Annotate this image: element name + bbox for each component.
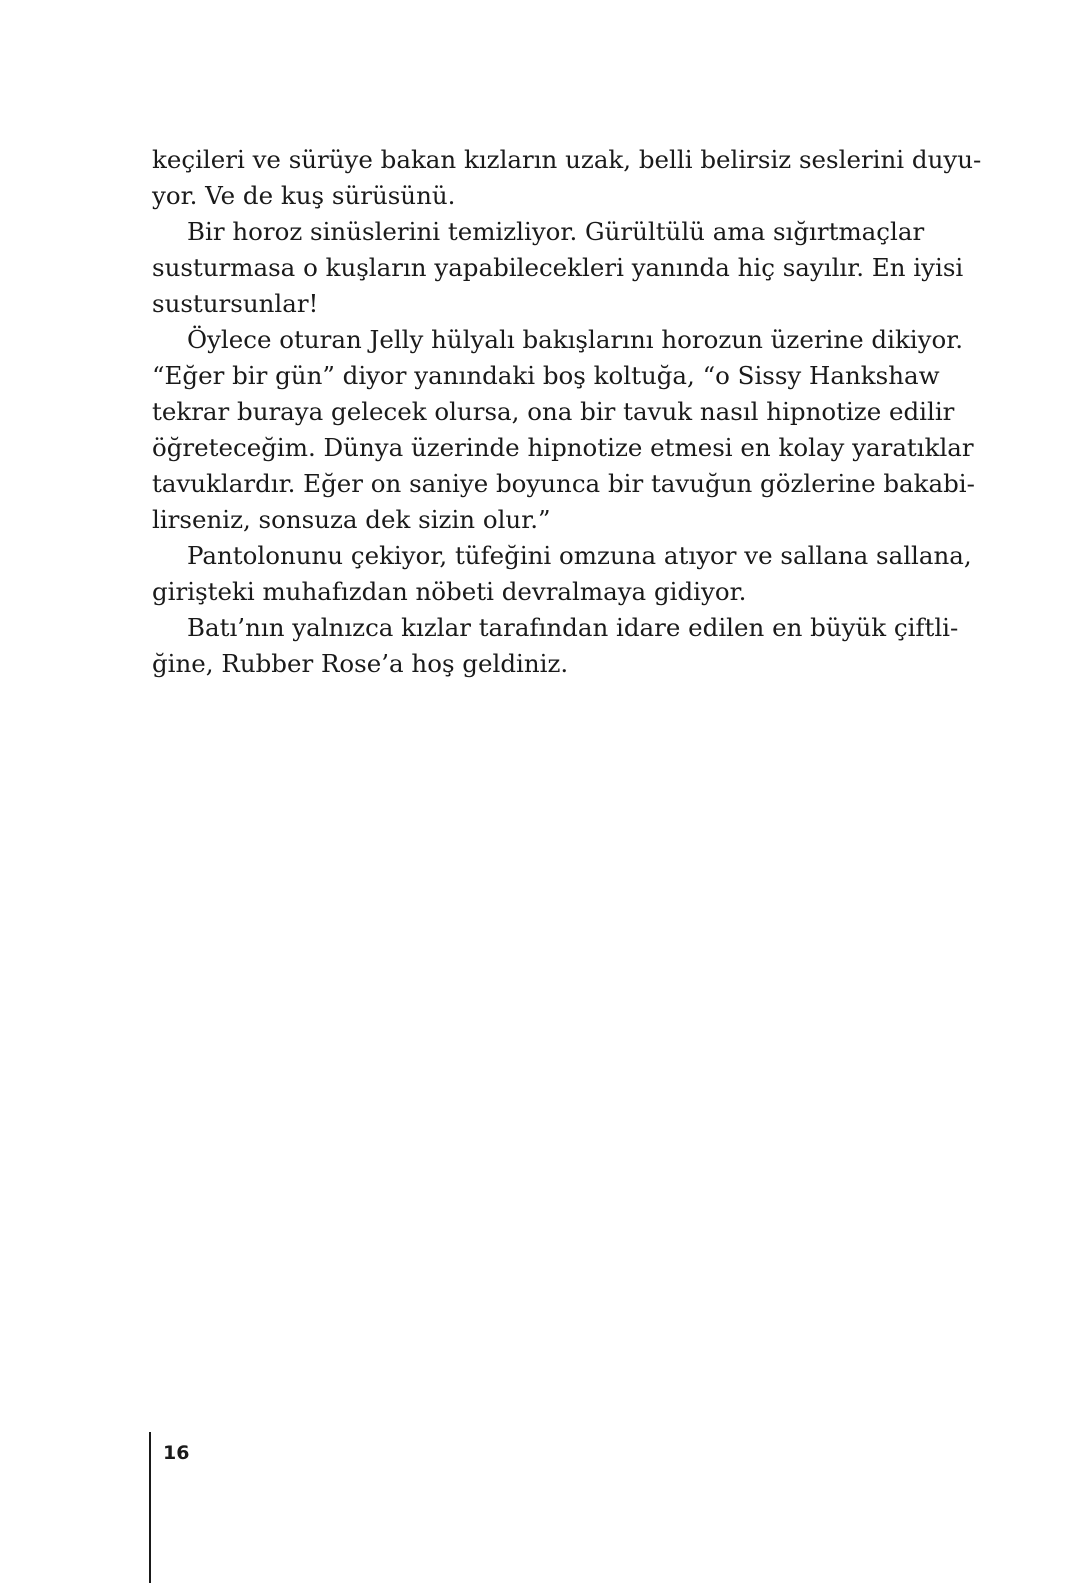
folio-rule bbox=[149, 1432, 151, 1583]
text-line: ğine, Rubber Rose’a hoş geldiniz. bbox=[152, 649, 569, 678]
text-line: lirseniz, sonsuza dek sizin olur.” bbox=[152, 505, 551, 534]
text-line: keçileri ve sürüye bakan kızların uzak, belli belirsiz seslerini duyu- bbox=[152, 145, 982, 174]
body-text bbox=[152, 142, 982, 682]
text-line: tavuklardır. Eğer on saniye boyunca bir tavuğun gözlerine bakabi- bbox=[152, 469, 975, 498]
paragraph-first-line: Batı’nın yalnızca kızlar tarafından idare edilen en büyük çiftli- bbox=[187, 613, 959, 642]
text-line: girişteki muhafızdan nöbeti devralmaya gidiyor. bbox=[152, 577, 747, 606]
text-line: susturmasa o kuşların yapabilecekleri yanında hiç sayılır. En iyisi bbox=[152, 253, 964, 282]
paragraph-first-line: Bir horoz sinüslerini temizliyor. Gürültülü ama sığırtmaçlar bbox=[187, 217, 925, 246]
text-line: “Eğer bir gün” diyor yanındaki boş koltuğa, “o Sissy Hankshaw bbox=[152, 361, 940, 390]
paragraph-first-line: Pantolonunu çekiyor, tüfeğini omzuna atıyor ve sallana sallana, bbox=[187, 541, 972, 570]
paragraph-first-line: Öylece oturan Jelly hülyalı bakışlarını horozun üzerine dikiyor. bbox=[187, 325, 964, 354]
text-line: tekrar buraya gelecek olursa, ona bir tavuk nasıl hipnotize edilir bbox=[152, 397, 955, 426]
page-number: 16 bbox=[163, 1442, 190, 1464]
text-line: sustursunlar! bbox=[152, 289, 319, 318]
text-line: öğreteceğim. Dünya üzerinde hipnotize etmesi en kolay yaratıklar bbox=[152, 433, 974, 462]
text-line: yor. Ve de kuş sürüsünü. bbox=[152, 181, 456, 210]
